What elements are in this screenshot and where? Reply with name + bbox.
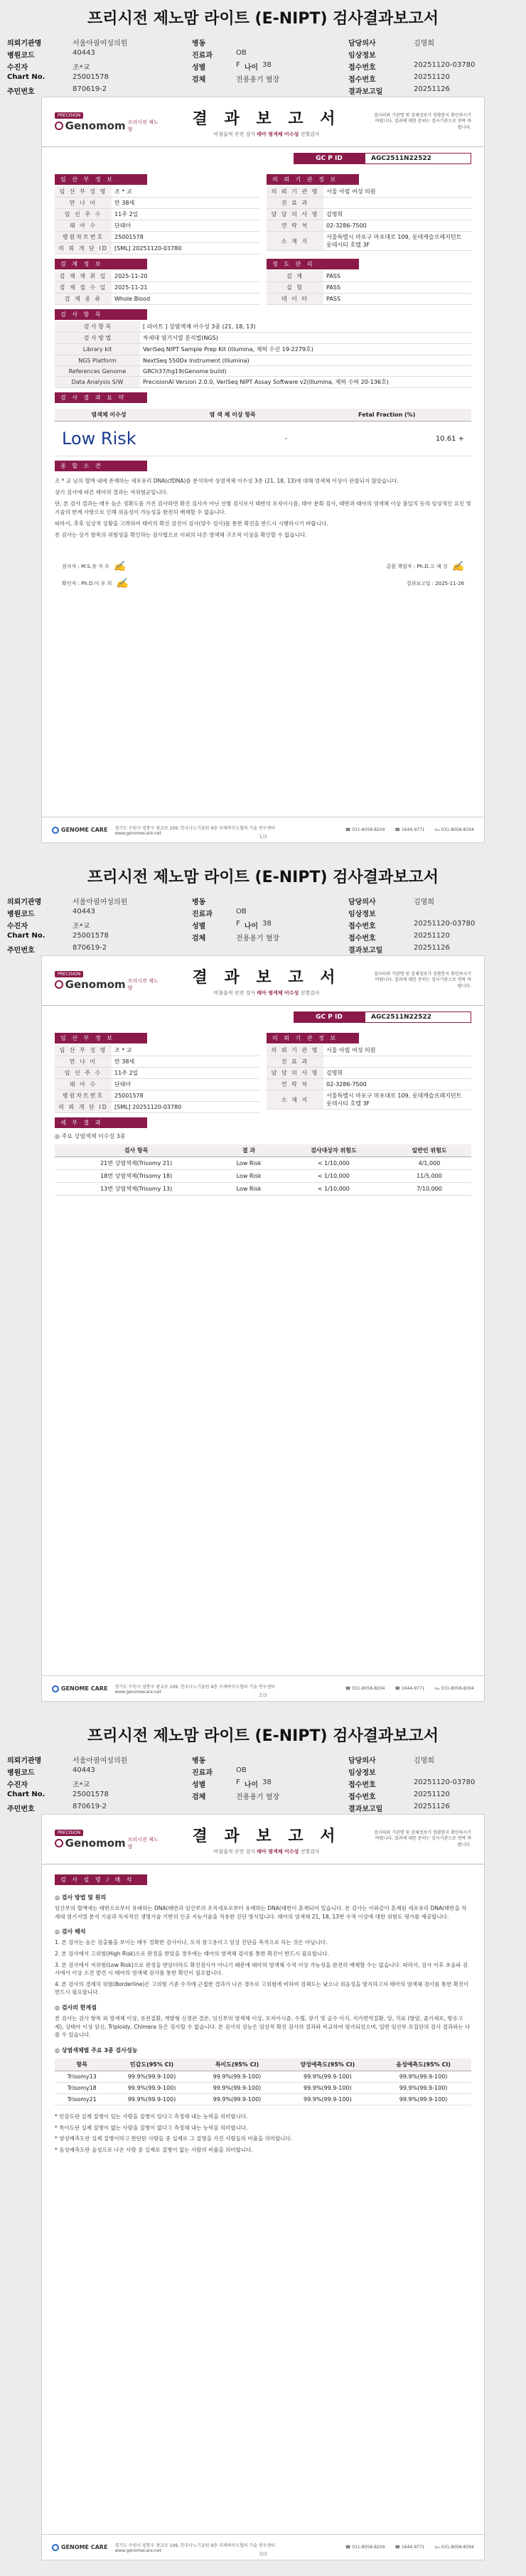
table-row: Trisomy13 99.9%(99.9-100) 99.9%(99.9-100) 99.9%(99.9-100) 99.9%(99.9-100): [55, 2071, 471, 2082]
doctor: 김명희: [414, 1757, 434, 1765]
page-2: 프리시전 제노맘 라이트 (E-NIPT) 검사결과보고서 의뢰기관명 서울아필여성의원 병동 담당의사 김명희 병원코드 40443 진료과 OB 임상정보 수진자 조*교 성별 F 나이 38 접수번호 20251120-03780 Chart No. 25001578 검체 전용용기 혈장 접수번호 20251120 주민번호 870619-2 결과보고일 20251126 PRECISION Genomom 프리시전 제노맘 결 과 보 고 서 비침습적 산전 검사 태아 염색체 이수성 선별검사 검사의뢰 기관명 및 검체정보가 정확한지 확인하시기 바랍니다. 결과에 대한 문의는 검사기관으로 연락 바랍니다. GC P ID AGC2511N22522 임 산 부 정 보 의 뢰 기 관 정 보 임 산 부 성 명 조 * 교 만 나 이 만 38세 임 신 주 수 11주 2일 태 아 수 단태아 병원차트번호 25001578 의 뢰 개 단 ID [SML] 20251120-03780 의 뢰 기 관 명 서울 아필 여성 의원 진 료 과 담 당 의 사 명 김명희 연 락 처 02-3286-7500 소 재 지 서울특별시 마포구 마포대로 109, 롯데캐슬프레지던트 롯데시티 호텔 3F 세 부 결 과 ◎ 주요 상염색체 이수성 3종 검사 항목 결 과 검사대상자 위험도 일반인 위험도 21번 상염색체(Trisomy 21) Low Risk < 1/10,000 4/1,000 18번 상염색체(Trisomy 18) Low Risk < 1/10,000 11/5,000 13번 상염색체(Trisomy 13) Low Risk < 1/10,000 7/10,000 GENOME CARE 경기도 수원시 영통구 광교로 109, 한국나노기술원 9층 국제바이오협의 기술 연구센터 www.genomecare.net ☎ 031-8058-8204 ☎ 1644-9771 ℻ 031-8058-8304 2/3: [0, 859, 526, 1717]
opinion: 조 * 교 님의 혈액 내에 존재하는 세포유리 DNA(cfDNA)를 분석하여 상염색체 이수성 3종 (21, 18, 13)에 대해 염색체 이상이 관찰되지 않았습니다. 상기 검사에 따른 태아의 결과는 저위험군입니다. 단, 본 검사 결과는 매우 높은 정확도를 가진 검사라면 확진 검사가 아닌 선별 검사로서 태반의 모자이시즘, 태아 분획 검사, 태반과 태아의 염색체 이상 불일치 등의 임상적인 요인 및 기술의 한계 사항으로 인해 위음성이 가능성을 완전히 배제할 수 없습니다. 따라서, 추후 임상적 상황을 고려하여 태아의 확진 검진이 검사(양수 검사)를 통한 확진을 반드시 시행하시기 바랍니다. 본 검사는 상기 항목의 위험성을 확인하는 검사법으로 이외의 다른 염색체 구조적 이상을 확인할 수 없습니다.: [55, 478, 471, 538]
genomom-logo: PRECISION Genomom 프리시전 제노맘: [55, 970, 161, 992]
doctor: 김명희: [414, 40, 434, 48]
genomom-logo: PRECISION Genomom 프리시전 제노맘: [55, 111, 161, 133]
card-footer: GENOME CARE 경기도 수원시 영통구 광교로 109, 한국나노기술원 9층 국제바이오협의 기술 연구센터 www.genomecare.net ☎ 031-8058-8204 ☎ 1644-9771 ℻ 031-8058-8304: [42, 817, 484, 842]
info-row: 만 나 이 만 38세: [55, 198, 259, 209]
header-grid: 의뢰기관명 서울아필여성의원 병동 담당의사 김명희 병원코드 40443 진료과 OB 임상정보 수진자 조*교 성별 F 나이 38 접수번호 20251120-03780 Chart No. 25001578 검체 전용용기 혈장 접수번호 20251120 주민번호 870619-2 결과보고일 20251126: [0, 893, 526, 960]
risk-result: Low Risk: [62, 429, 136, 449]
info-row: 연 락 처 02-3286-7500: [267, 1079, 471, 1090]
page-1: 프리시전 제노맘 라이트 (E-NIPT) 검사결과보고서 의뢰기관명 서울아필여성의원 병동 담당의사 김명희 병원코드 40443 진료과 OB 임상정보 수진자 조*교 성별 F 나이 38 접수번호 20251120-03780 Chart No. 25001578 검체 전용용기 혈장 접수번호 20251120 주민번호 870619-2 결과보고일 20251126 PRECISION Genomom 프리시전 제노맘 결 과 보 고 서 비침습적 산전 검사 태아 염색체 이수성 선별검사 검사의뢰 기관명 및 검체정보가 정확한지 확인하시기 바랍니다. 결과에 대한 문의는 검사기관으로 연락 바랍니다. GC P ID AGC2511N22522 임 산 부 정 보 의 뢰 기 관 정 보 임 산 부 성 명 조 * 교 만 나 이 만 38세 임 신 주 수 11주 2일 태 아 수 단태아 병원차트번호 25001578 의 뢰 개 단 ID [SML] 20251120-03780 의 뢰 기 관 명 서울 아필 여성 의원 진 료 과 담 당 의 사 명 김명희 연 락 처 02-3286-7500 소 재 지 서울특별시 마포구 마포대로 109, 롯데캐슬프레지던트 롯데시티 호텔 3F 검 체 정 보 정 도 관 리 검 체 채 취 일 2025-11-20 검 체 접 수 일 2025-11-21 검 체 종 류 Whole Blood 검 체 PASS 실 험 PASS 데 이 터 PASS 검 사 항 목 검 사 항 목 [ 라이트 ] 상염색체 이수성 3종 (21, 18, 13) 검 사 방 법 차세대 염기서열 분석법(NGS) Library kit VeriSeq NIPT Sample Prep Kit (Illumina, 제허 수신 19-2279호) NGS Platform NextSeq 550Dx Instrument (Illumina) References Genome GRCh37/hg19(Genome build) Data Analysis S/W PrecisionAI Version 2.0.0, VeriSeq NIPT Assay Software v2(Illumina, 제허 수허 20-136호) 검 사 결 과 요 약 염색체 이수성 염 색 체 이상 항목 Fetal Fraction (%) Low Risk - 10.61 + 종 합 소 견 조 * 교 님의 혈액 내에 존재하는 세포유리 DNA(cfDNA)를 분석하여 상염색체 이수성 3종 (21, 18, 13)에 대해 염색체 이상이 관찰되지 않았습니다. 상기 검사에 따른 태아의 결과는 저위험군입니다. 단, 본 검사 결과는 매우 높은 정확도를 가진 검사라면 확진 검사가 아닌 선별 검사로서 태반의 모자이시즘, 태아 분획 검사, 태반과 태아의 염색체 이상 불일치 등의 임상적인 요인 및 기술의 한계 사항으로 인해 위음성이 가능성을 완전히 배제할 수 없습니다. 따라서, 추후 임상적 상황을 고려하여 태아의 확진 검진이 검사(양수 검사)를 통한 확진을 반드시 시행하시기 바랍니다. 본 검사는 상기 항목의 위험성을 확인하는 검사법으로 이외의 다른 염색체 구조적 이상을 확인할 수 없습니다. 검사자 : M.S.장 지 수 ✍ 총괄 책임자 : Ph.D.고 제 성 ✍ 확인자 : Ph.D.이 우 희 ✍ 결과보고일 : 2025-11-26 GENOME CARE 경기도 수원시 영통구 광교로 109, 한국나노기술원 9층 국제바이오협의 기술 연구센터 www.genomecare.net ☎ 031-8058-8204 ☎ 1644-9771 ℻ 031-8058-8304 1/3: [0, 0, 526, 859]
info-row: 만 나 이 만 38세: [55, 1056, 259, 1068]
label: 의뢰기관명: [7, 1757, 42, 1765]
table-row: Trisomy21 99.9%(99.9-100) 99.9%(99.9-100) 99.9%(99.9-100) 99.9%(99.9-100): [55, 2093, 471, 2105]
info-row: 진 료 과: [267, 198, 471, 209]
info-row: 임 산 부 성 명 조 * 교: [55, 1045, 259, 1056]
info-row: 담 당 의 사 명 김명희: [267, 209, 471, 220]
info-row: Library kit VeriSeq NIPT Sample Prep Kit (Illumina, 제허 수신 19-2279호): [55, 344, 471, 355]
card-title: 결 과 보 고 서: [192, 109, 341, 128]
card-note: 검사의뢰 기관명 및 검체정보가 정확한지 확인하시기 바랍니다. 결과에 대한 문의는 검사기관으로 연락 바랍니다.: [373, 112, 471, 130]
institution: 서울아필여성의원: [73, 1757, 128, 1765]
info-row: 검 사 방 법 차세대 염기서열 분석법(NGS): [55, 333, 471, 344]
info-row: 검 사 항 목 [ 라이트 ] 상염색체 이수성 3종 (21, 18, 13): [55, 321, 471, 333]
table-row: Trisomy18 99.9%(99.9-100) 99.9%(99.9-100) 99.9%(99.9-100) 99.9%(99.9-100): [55, 2082, 471, 2093]
info-row: 검 체 PASS: [267, 271, 471, 282]
info-row: 임 신 주 수 11주 2일: [55, 209, 259, 220]
page-number: 3/3: [259, 2551, 267, 2557]
doc-title: 프리시전 제노맘 라이트 (E-NIPT) 검사결과보고서: [0, 0, 526, 34]
table-row: 21번 상염색체(Trisomy 21) Low Risk < 1/10,000 4/1,000: [55, 1157, 471, 1170]
info-row: 임 산 부 성 명 조 * 교: [55, 186, 259, 198]
section-header: 임 산 부 정 보: [55, 1033, 147, 1043]
table-row: 18번 상염색체(Trisomy 18) Low Risk < 1/10,000 11/5,000: [55, 1170, 471, 1183]
info-row: NGS Platform NextSeq 550Dx Instrument (Illumina): [55, 355, 471, 366]
gcp-id: GC P ID AGC2511N22522: [55, 153, 471, 164]
section-header: 의 뢰 기 관 정 보: [267, 174, 359, 185]
genomecare-logo: GENOME CARE: [52, 827, 107, 834]
gcp-id: GC P ID AGC2511N22522: [55, 1011, 471, 1023]
label: 의뢰기관명: [7, 40, 42, 48]
info-row: 데 이 터 PASS: [267, 294, 471, 305]
card-footer: GENOME CARE 경기도 수원시 영통구 광교로 109, 한국나노기술원 9층 국제바이오협의 기술 연구센터 www.genomecare.net ☎ 031-8058-8204 ☎ 1644-9771 ℻ 031-8058-8304: [42, 2534, 484, 2560]
info-row: 검 체 채 취 일 2025-11-20: [55, 271, 259, 282]
card-note: 검사의뢰 기관명 및 검체정보가 정확한지 확인하시기 바랍니다. 결과에 대한 문의는 검사기관으로 연락 바랍니다.: [373, 971, 471, 989]
page-number: 1/3: [259, 834, 267, 839]
section-header: 임 산 부 정 보: [55, 174, 147, 185]
info-row: 검 체 종 류 Whole Blood: [55, 294, 259, 305]
info-row: 의 뢰 개 단 ID [SML] 20251120-03780: [55, 243, 259, 254]
detail-table: 검사 항목 결 과 검사대상자 위험도 일반인 위험도 21번 상염색체(Trisomy 21) Low Risk < 1/10,000 4/1,000 18번 상염색체(Trisomy 18) Low Risk < 1/10,000 11/5,000 13번 상염색체(Trisomy 13) Low Risk < 1/10,000 7/10,000: [55, 1144, 471, 1196]
card-note: 검사의뢰 기관명 및 검체정보가 정확한지 확인하시기 바랍니다. 결과에 대한 문의는 검사기관으로 연락 바랍니다.: [373, 1830, 471, 1847]
doc-title: 프리시전 제노맘 라이트 (E-NIPT) 검사결과보고서: [0, 859, 526, 893]
info-row: 소 재 지 서울특별시 마포구 마포대로 109, 롯데캐슬프레지던트 롯데시티 호텔 3F: [267, 232, 471, 251]
header-grid: 의뢰기관명 서울아필여성의원 병동 담당의사 김명희 병원코드 40443 진료과 OB 임상정보 수진자 조*교 성별 F 나이 38 접수번호 20251120-03780 Chart No. 25001578 검체 전용용기 혈장 접수번호 20251120 주민번호 870619-2 결과보고일 20251126: [0, 34, 526, 102]
card-header: PRECISION Genomom 프리시전 제노맘 결 과 보 고 서 비침습적 산전 검사 태아 염색체 이수성 선별검사 검사의뢰 기관명 및 검체정보가 정확한지 확인하시기 바랍니다. 결과에 대한 문의는 검사기관으로 연락 바랍니다.: [42, 956, 484, 1006]
header-grid: 의뢰기관명 서울아필여성의원 병동 담당의사 김명희 병원코드 40443 진료과 OB 임상정보 수진자 조*교 성별 F 나이 38 접수번호 20251120-03780 Chart No. 25001578 검체 전용용기 혈장 접수번호 20251120 주민번호 870619-2 결과보고일 20251126: [0, 1751, 526, 1819]
card-title: 결 과 보 고 서: [192, 968, 341, 987]
genomecare-logo: GENOME CARE: [52, 2544, 107, 2551]
institution: 서울아필여성의원: [73, 898, 128, 906]
table-row: 13번 상염색체(Trisomy 13) Low Risk < 1/10,000 7/10,000: [55, 1183, 471, 1196]
doc-title: 프리시전 제노맘 라이트 (E-NIPT) 검사결과보고서: [0, 1717, 526, 1751]
doctor: 김명희: [414, 898, 434, 906]
info-row: 의 뢰 기 관 명 서울 아필 여성 의원: [267, 1045, 471, 1056]
summary-result: Low Risk - 10.61 +: [55, 422, 471, 456]
info-row: 병원차트번호 25001578: [55, 232, 259, 243]
card-header: PRECISION Genomom 프리시전 제노맘 결 과 보 고 서 비침습적 산전 검사 태아 염색체 이수성 선별검사 검사의뢰 기관명 및 검체정보가 정확한지 확인하시기 바랍니다. 결과에 대한 문의는 검사기관으로 연락 바랍니다.: [42, 97, 484, 147]
page-number: 2/3: [259, 1692, 267, 1698]
info-row: 병원차트번호 25001578: [55, 1090, 259, 1102]
info-row: 의 뢰 기 관 명 서울 아필 여성 의원: [267, 186, 471, 198]
info-row: 태 아 수 단태아: [55, 220, 259, 232]
card-footer: GENOME CARE 경기도 수원시 영통구 광교로 109, 한국나노기술원 9층 국제바이오협의 기술 연구센터 www.genomecare.net ☎ 031-8058-8204 ☎ 1644-9771 ℻ 031-8058-8304: [42, 1675, 484, 1701]
page-3: 프리시전 제노맘 라이트 (E-NIPT) 검사결과보고서 의뢰기관명 서울아필여성의원 병동 담당의사 김명희 병원코드 40443 진료과 OB 임상정보 수진자 조*교 성별 F 나이 38 접수번호 20251120-03780 Chart No. 25001578 검체 전용용기 혈장 접수번호 20251120 주민번호 870619-2 결과보고일 20251126 PRECISION Genomom 프리시전 제노맘 결 과 보 고 서 비침습적 산전 검사 태아 염색체 이수성 선별검사 검사의뢰 기관명 및 검체정보가 정확한지 확인하시기 바랍니다. 결과에 대한 문의는 검사기관으로 연락 바랍니다. 검 사 설 명 / 해 석 ◎ 검사 방법 및 원리 임산부의 혈액에는 태반으로부터 유래하는 DNA(태반과 임산부의 조직세포로부터 유래하는 DNA(태반이 혼재되어 있습니다. 본 검사는 이와같이 혼재된 세포유리 DNA(태반을 차세대 염기서열 분석 기술과 독자적인 생명기술 기반의 인공 지능기술을 적용한 진단 방식입니다. 태아의 염색체 21, 18, 13번 수적 이상에 대한 위험도 평가를 제공합니다. ◎ 검사 해석 1. 본 검사는 높은 검출률을 보이는 매우 정확한 검사이나, 오직 참고용이고 임상 진단을 목적으로 하는 것은 아닙니다. 2. 본 검사에서 고위험(High Risk)으로 판정을 받았을 경우에는 태아의 염색체 검사를 통한 확진이 반드시 필요합니다. 3. 본 검사에서 저위험(Low Risk)으로 판정을 받았더라도 확진검사가 아니기 때문에 태아의 염색체 수적 이상 가능성을 완전히 배제할 수는 없습니다. 따라서, 검사 이후 초음파 검사에서 이상 소견 발견 시 태아의 염색체 검사를 통한 확인이 필요합니다. 4. 본 검사의 경계치 위험(Borderline)은 고위험 기준 수치에 근접한 결과가 나온 경우로 고위험에 비하여 검체도는 낮으나 위음성을 방지하고자 태아의 염색체 검사를 통한 확진이 반드시 필요합니다. ◎ 검사의 한계점 본 검사는 검사 항목 외 염색체 이상, 유전질환, 개방형 신경관 결손, 임신부의 염색체 이상, 모자이시즘, 수혈, 장기 및 골수 이식, 지가면역질환, 암, 치료 (항암, 줄기세포, 항응고제), 상태아 이상 임신, Triploidy, Chimera 등은 검사할 수 없습니다. 본 검사의 성능은 임상적 확진 검사의 결과와 비교하여 평가되었으며, 일반 임산부 모집단의 검사 결과와는 다를 수 있습니다. ◎ 상염색체별 주요 3종 검사성능 항목 민감도(95% CI) 특이도(95% CI) 양성예측도(95% CI) 음성예측도(95% CI) Trisomy13 99.9%(99.9-100) 99.9%(99.9-100) 99.9%(99.9-100) 99.9%(99.9-100) Trisomy18 99.9%(99.9-100) 99.9%(99.9-100) 99.9%(99.9-100) 99.9%(99.9-100) Trisomy21 99.9%(99.9-100) 99.9%(99.9-100) 99.9%(99.9-100) 99.9%(99.9-100) * 민감도란 실제 질병이 있는 사람을 질병이 있다고 측정해 내는 능력을 의미합니다. * 특이도란 실제 질병이 없는 사람을 질병이 없다고 측정해 내는 능력을 의미합니다. * 양성예측도란 실제 질병이라고 판단된 사람들 중 실제로 그 질병을 가진 사람들의 비율을 의미합니다. * 음성예측도란 음성으로 나온 사람 중 실제로 질병이 없는 사람의 비율을 의미합니다. GENOME CARE 경기도 수원시 영통구 광교로 109, 한국나노기술원 9층 국제바이오협의 기술 연구센터 www.genomecare.net ☎ 031-8058-8204 ☎ 1644-9771 ℻ 031-8058-8304 3/3: [0, 1717, 526, 2576]
info-row: 진 료 과: [267, 1056, 471, 1068]
card-title: 결 과 보 고 서: [192, 1827, 341, 1845]
genomom-logo: PRECISION Genomom 프리시전 제노맘: [55, 1828, 161, 1850]
info-row: 소 재 지 서울특별시 마포구 마포대로 109, 롯데캐슬프레지던트 롯데시티 호텔 3F: [267, 1090, 471, 1110]
info-row: References Genome GRCh37/hg19(Genome build): [55, 366, 471, 377]
info-row: 임 신 주 수 11주 2일: [55, 1068, 259, 1079]
signatures: 검사자 : M.S.장 지 수 ✍ 총괄 책임자 : Ph.D.고 제 성 ✍: [62, 561, 464, 572]
card-header: PRECISION Genomom 프리시전 제노맘 결 과 보 고 서 비침습적 산전 검사 태아 염색체 이수성 선별검사 검사의뢰 기관명 및 검체정보가 정확한지 확인하시기 바랍니다. 결과에 대한 문의는 검사기관으로 연락 바랍니다.: [42, 1815, 484, 1864]
info-row: 태 아 수 단태아: [55, 1079, 259, 1090]
info-row: 담 당 의 사 명 김명희: [267, 1068, 471, 1079]
info-row: 검 체 접 수 일 2025-11-21: [55, 282, 259, 294]
genomecare-logo: GENOME CARE: [52, 1685, 107, 1692]
performance-table: 항목 민감도(95% CI) 특이도(95% CI) 양성예측도(95% CI) 음성예측도(95% CI) Trisomy13 99.9%(99.9-100) 99.9%(99.9-100) 99.9%(99.9-100) 99.9%(99.9-100) Trisomy18 99.9%(99.9-100) 99.9%(99.9-100) 99.9%(99.9-100) 99.9%(99.9-100) Trisomy21 99.9%(99.9-100) 99.9%(99.9-100) 99.9%(99.9-100) 99.9%(99.9-100): [55, 2059, 471, 2105]
institution: 서울아필여성의원: [73, 40, 128, 48]
info-row: 실 험 PASS: [267, 282, 471, 294]
section-header: 의 뢰 기 관 정 보: [267, 1033, 359, 1043]
info-row: 의 뢰 개 단 ID [SML] 20251120-03780: [55, 1102, 259, 1113]
label: 의뢰기관명: [7, 898, 42, 906]
info-row: Data Analysis S/W PrecisionAI Version 2.0.0, VeriSeq NIPT Assay Software v2(Illumina, 제허 수허 20-136호): [55, 377, 471, 388]
info-row: 연 락 처 02-3286-7500: [267, 220, 471, 232]
